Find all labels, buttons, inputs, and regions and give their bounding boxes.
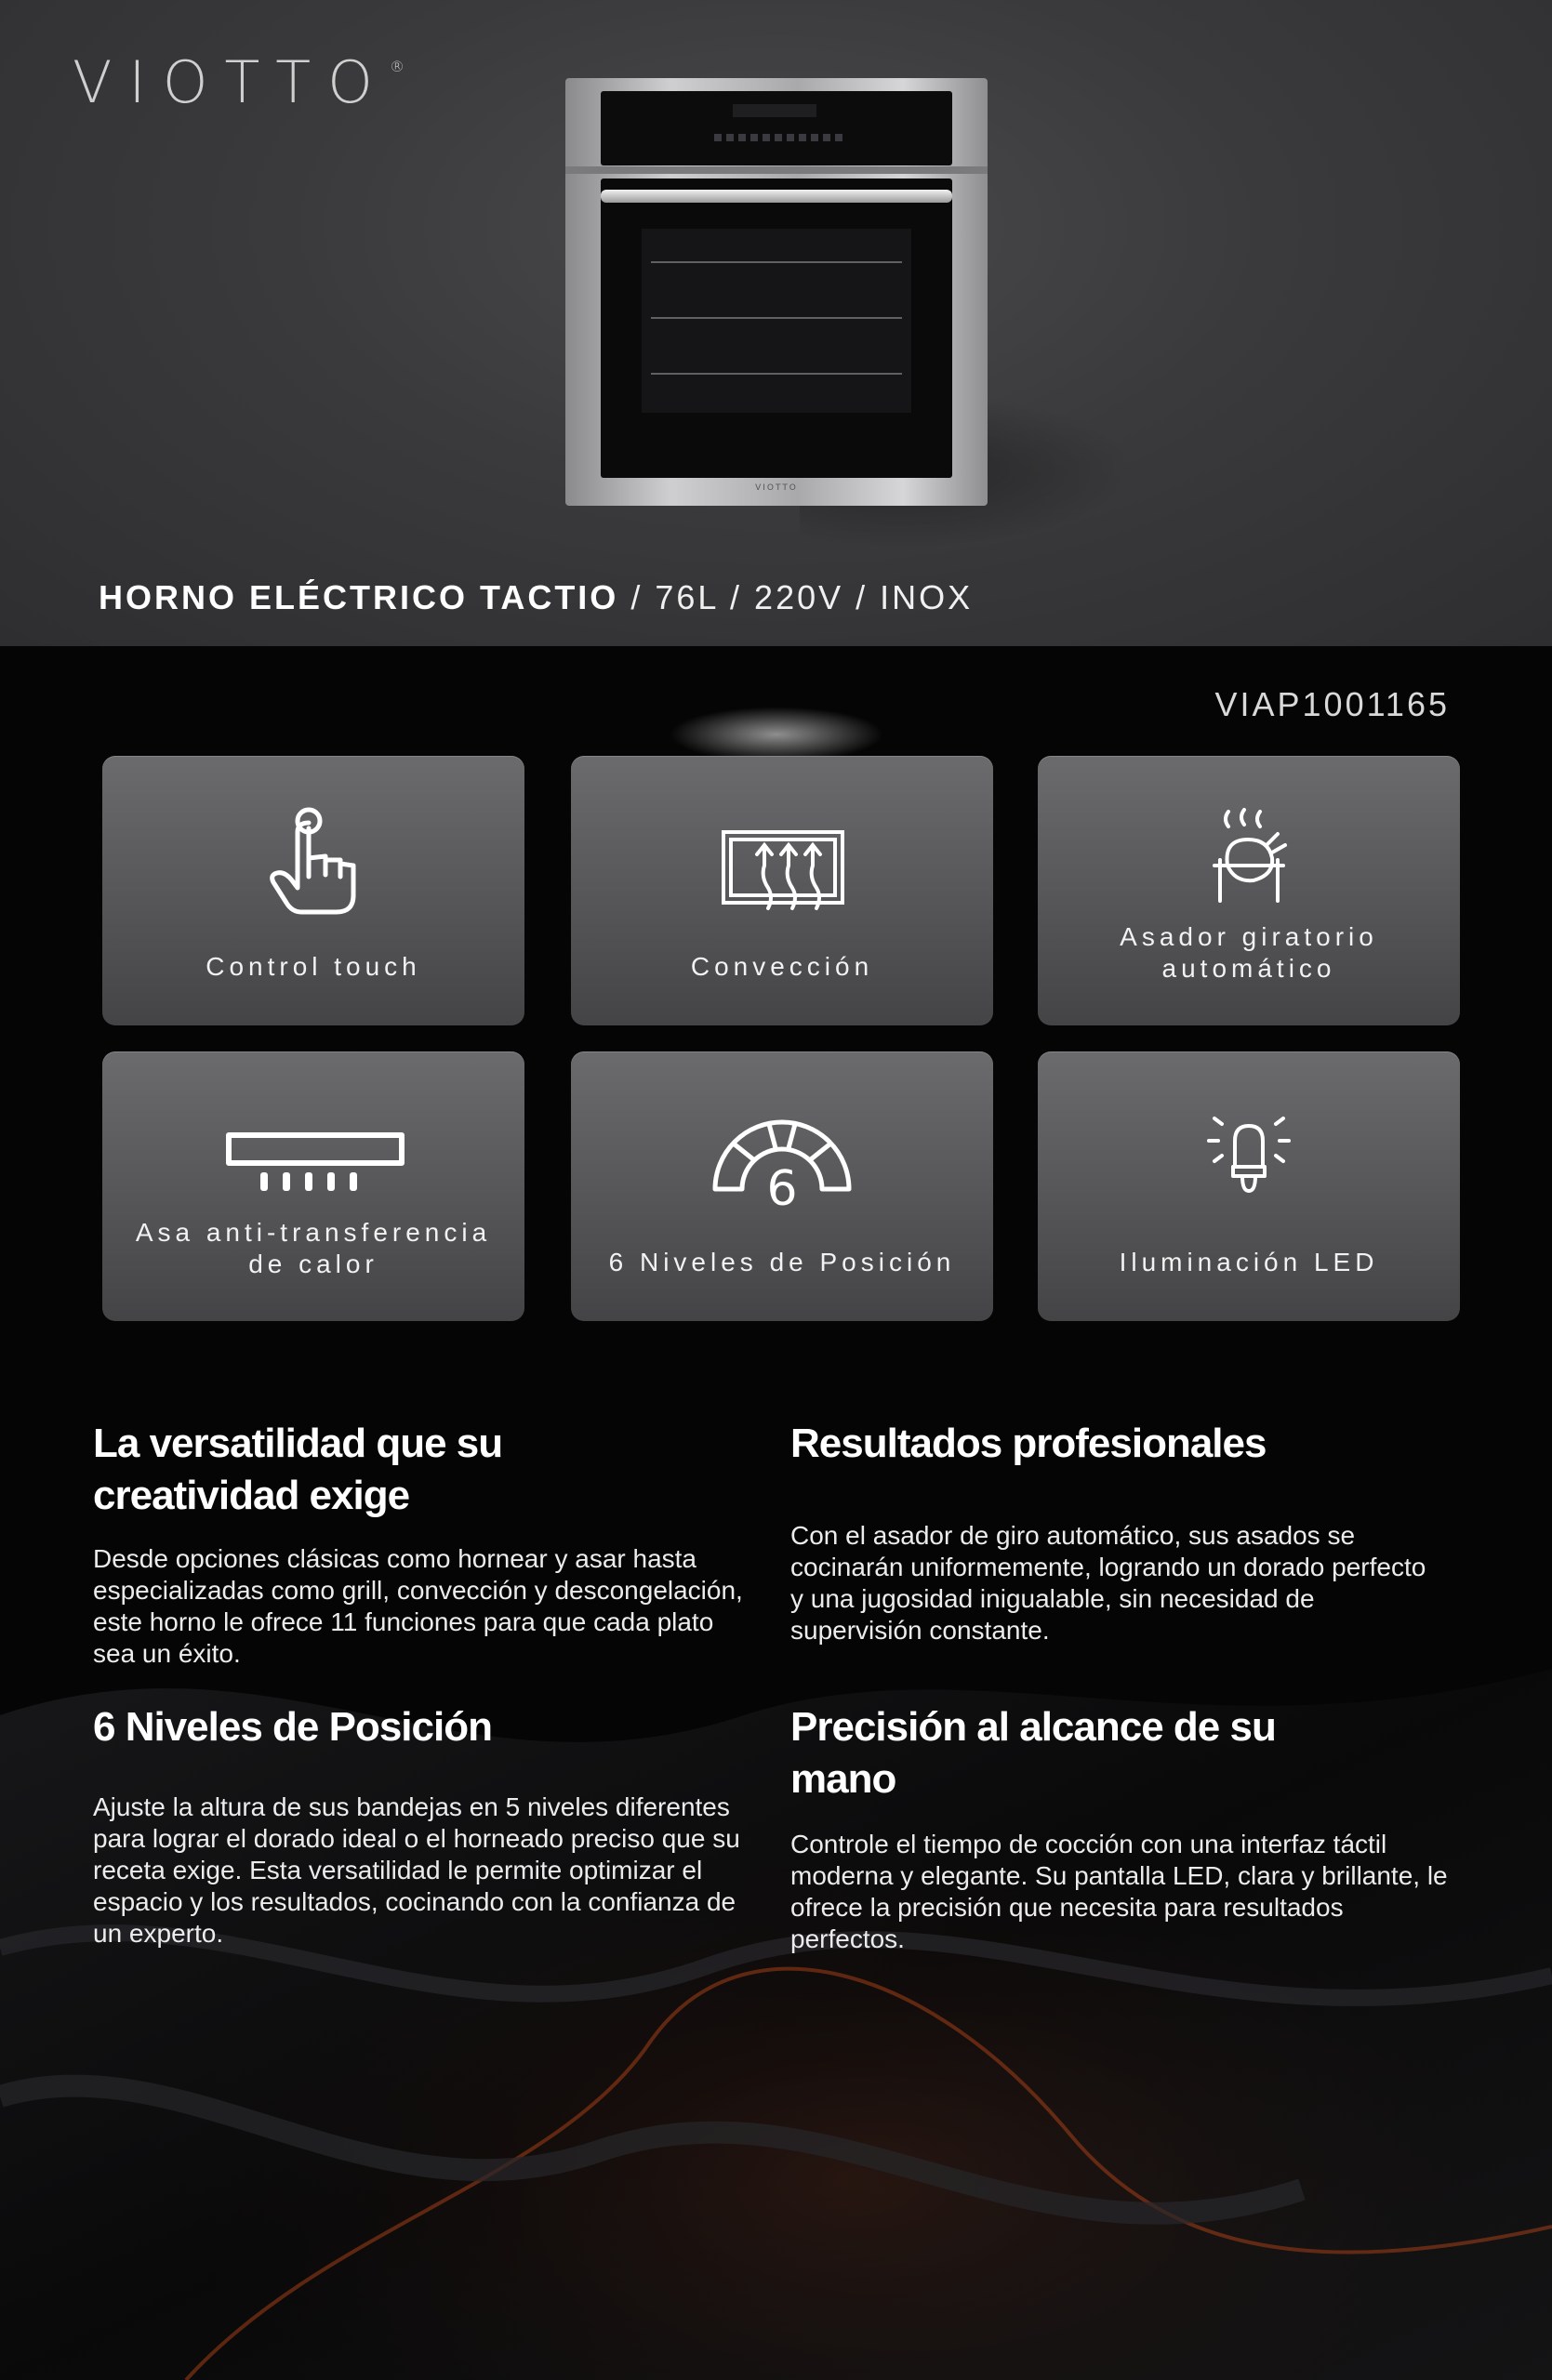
section-title-precision: Precisión al alcance de su mano [790,1704,1276,1802]
section-body-resultados: Con el asador de giro automático, sus asados se cocinarán uniformemente, logrando un dorado perfecto y una jugosidad inigualable, sin necesidad de supervisión constante. [790,1521,1426,1645]
feature-card-asador [1038,756,1460,1025]
rotisserie-icon [1038,756,1460,1025]
product-code: VIAP1001165 [1214,685,1450,723]
gauge-icon [571,1051,993,1321]
feature-label: Asador giratorio automático [1120,922,1378,983]
product-title: HORNO ELÉCTRICO TACTIO / 76L / 220V / INOX [99,578,974,616]
feature-card-conveccion [571,756,993,1025]
feature-card-niveles [571,1051,993,1321]
bulb-icon [1038,1051,1460,1321]
feature-label: Iluminación LED [1119,1248,1379,1276]
section-title-niveles: 6 Niveles de Posición [93,1704,492,1750]
svg-text:6: 6 [766,1161,798,1217]
handle-icon [102,1051,524,1321]
section-body-precision: Controle el tiempo de cocción con una interfaz táctil moderna y elegante. Su pantalla LED, clara y brillante, le ofrece la precisión que necesita para resultados perfectos. [790,1830,1448,1953]
hero-section [0,0,1552,646]
oven-image [565,78,988,506]
section-body-niveles: Ajuste la altura de sus bandejas en 5 niveles diferentes para lograr el dorado ideal o el horneado preciso que su receta exige. Esta versatilidad le permite optimizar el espacio y los resultados, cocinando con la confianza de un experto. [93,1792,740,1948]
section-title-resultados: Resultados profesionales [790,1421,1267,1466]
convection-icon [571,756,993,1025]
features-section [0,646,1552,2380]
touch-hand-icon [102,756,524,1025]
feature-label: 6 Niveles de Posición [608,1248,956,1276]
feature-label: Convección [690,952,874,981]
feature-card-led [1038,1051,1460,1321]
feature-label: Asa anti-transferencia de calor [135,1218,492,1278]
svg-text:VIOTTO: VIOTTO [755,483,798,493]
section-title-versatilidad: La versatilidad que su creatividad exige [93,1421,503,1518]
feature-card-control-touch [102,756,524,1025]
section-body-versatilidad: Desde opciones clásicas como hornear y asar hasta especializadas como grill, convección y descongelación, este horno le ofrece 11 funciones para que cada plato sea un éxito. [93,1544,743,1668]
brand-logo: VIOTTO® [73,48,405,116]
feature-card-asa [102,1051,524,1321]
feature-label: Control touch [206,952,421,981]
